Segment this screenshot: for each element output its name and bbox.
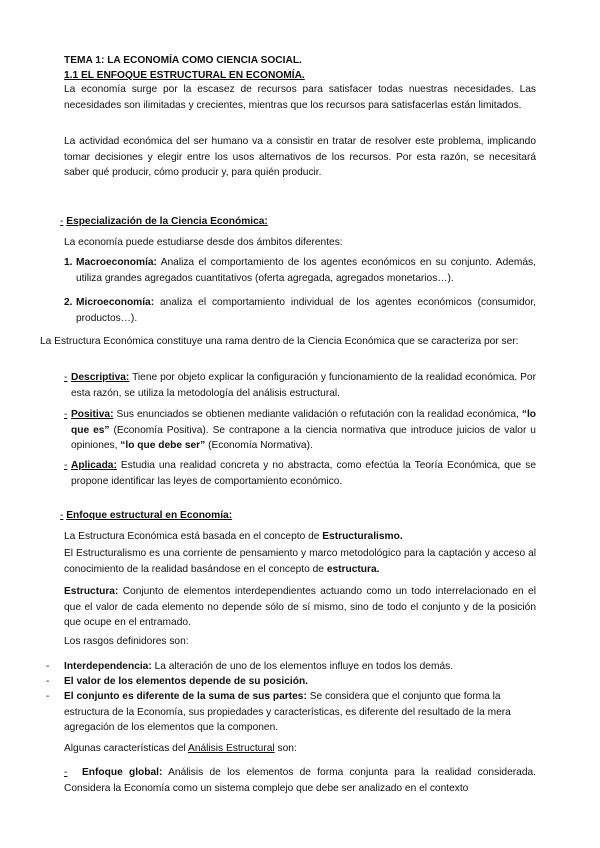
estructuralismo-intro [64,529,536,545]
list-item [46,689,536,736]
rasgos-lead: Los rasgos definidores son: [64,636,189,647]
item-text: analiza el comportamiento individual de los agentes económicos (consumidor, productos…). [76,297,536,324]
specialization-lead: La economía puede estudiarse desde dos ámbitos diferentes: [64,237,343,248]
item-term: El valor de los elementos depende de su posición. [64,676,308,687]
item-text: Se considera que el conjunto que forma la estructura de la Economía, sus propiedades y características, es diferente del resultado de la mera agregación de los elementos que la componen. [64,691,511,733]
paragraph-text: El Estructuralismo es una corriente de pensamiento y marco metodológico para la captación y acceso al conocimiento de la realidad basándose en el concepto de [64,548,536,575]
item-dash: - [64,767,68,778]
item-term: Microeconomía: [76,297,155,308]
section-heading-specialization [60,214,540,230]
list-item [64,407,536,454]
list-item [64,765,536,796]
list-item [64,295,536,326]
paragraph-text: La Estructura Económica está basada en el concepto de [64,531,320,542]
intro-paragraph-2: La actividad económica del ser humano va a consistir en tratar de resolver este problema, implicando tomar decisiones y elegir entre los usos alternativos de los recursos. Por esta razón, se necesitará saber qué producir, cómo producir y, para quién producir. [64,136,536,178]
list-item [46,674,536,690]
item-text: Estudia una realidad concreta y no abstracta, como efectúa la Teoría Económica, que se propone identificar las leyes de comportamiento económico. [71,460,536,487]
definition-term: Estructura: [64,586,119,597]
estructura-definition [64,584,536,631]
item-term: Descriptiva: [71,372,130,383]
section-heading-enfoque [60,508,540,524]
item-dash: - [64,372,68,383]
heading-dash: - [60,216,64,227]
item-term: Enfoque global: [82,767,163,778]
list-item [64,255,536,286]
item-text: La alteración de uno de los elementos influye en todos los demás. [154,661,454,672]
list-item [64,370,536,401]
item-term: Positiva: [71,409,114,420]
analysis-term: Análisis Estructural [188,743,275,754]
list-item [64,458,536,489]
item-dash: - [46,676,50,687]
item-text: Sus enunciados se obtienen mediante validación o refutación con la realidad económica, [116,409,519,420]
heading-text: Especialización de la Ciencia Económica: [66,216,268,227]
item-bold: “lo que es” [71,409,536,436]
list-item [46,659,536,675]
paragraph-text: son: [277,743,297,754]
item-dash: - [46,691,50,702]
paragraph-text: Algunas características del [64,743,186,754]
intro-paragraph-1: La economía surge por la escasez de recursos para satisfacer todas nuestras necesidades. Las necesidades son ilimitadas y crecientes, mientras que los recursos para satisfacerlas están limitados. [64,84,536,111]
definition-text: Conjunto de elementos interdependientes actuando como un todo interrelacionado en el que el valor de cada elemento no depende sólo de sí mismo, sino de todo el conjunto y de la posición que ocupe en el entramado. [64,586,536,628]
item-number: 1. [64,257,73,268]
heading-dash: - [60,510,64,521]
heading-text: Enfoque estructural en Economía: [66,510,233,521]
item-number: 2. [64,297,73,308]
item-text: (Economía Positiva). Se contrapone a la ciencia normativa que introduce juicios de valor u opiniones, [71,424,536,451]
section-subtitle: 1.1 EL ENFOQUE ESTRUCTURAL EN ECONOMÍA. [64,70,305,81]
item-text: Análisis de los elementos de forma conjunta para la realidad considerada. Considera la Economía como un sistema complejo que debe ser analizado en el contexto [64,767,536,794]
paragraph-bold: estructura. [326,563,380,575]
paragraph-bold: Estructuralismo. [322,531,403,542]
item-term: El conjunto es diferente de la suma de sus partes: [64,691,307,702]
analysis-lead [64,741,536,757]
estructura-economica-paragraph: La Estructura Económica constituye una rama dentro de la Ciencia Económica que se caracteriza por ser: [40,336,519,347]
item-text: (Economía Normativa). [208,440,313,451]
item-text: Analiza el comportamiento de los agentes económicos en su conjunto. Además, utiliza grandes agregados cuantitativos (oferta agregada, agregados monetarios…). [76,257,536,284]
item-dash: - [46,661,50,672]
document-title: TEMA 1: LA ECONOMÍA COMO CIENCIA SOCIAL. [64,55,302,66]
item-term: Macroeconomía: [76,257,157,268]
item-term: Interdependencia: [64,661,152,672]
estructuralismo-definition [64,546,536,577]
item-term: Aplicada: [71,460,117,471]
item-text: Tiene por objeto explicar la configuración y funcionamiento de la realidad económica. Por esta razón, se utiliza la metodología del análisis estructural. [71,372,536,399]
item-bold: “lo que debe ser” [120,440,206,451]
item-dash: - [64,409,68,420]
item-dash: - [64,460,68,471]
